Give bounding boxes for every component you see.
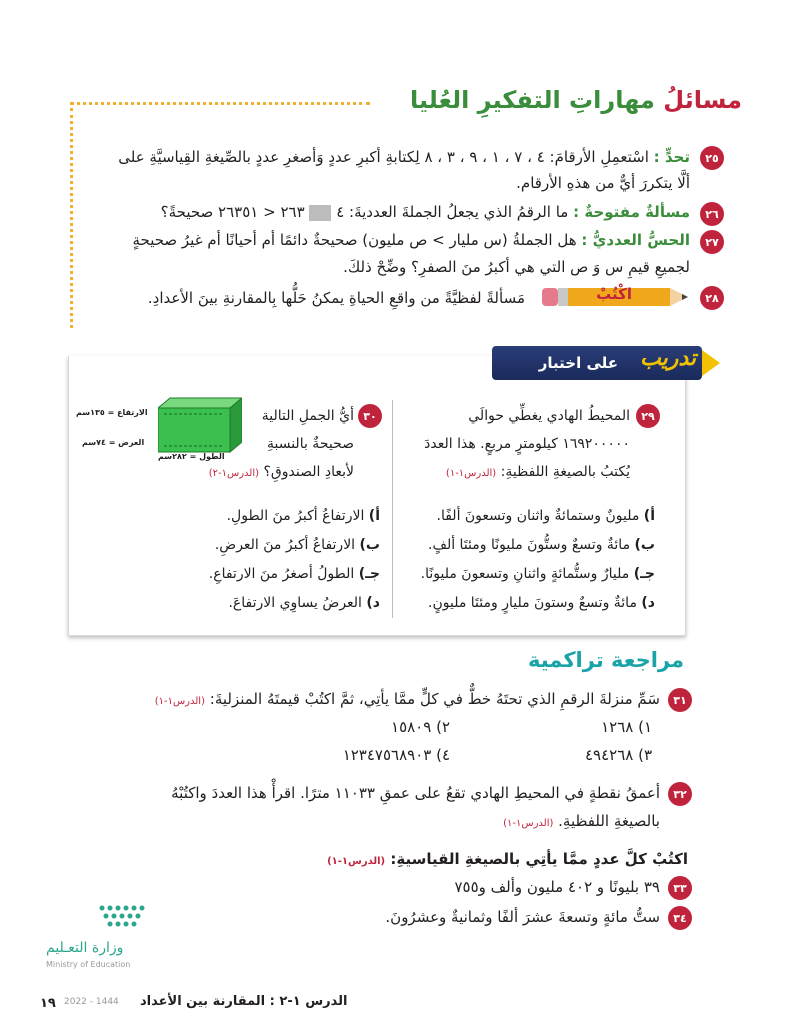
problem-number: ٢٩ [636,404,660,428]
q31-item-4: ٤) ١٢٣٤٧٥٦٨٩٠٣ [342,746,450,764]
q30-line2: صحيحةٌ بالنسبةِ [266,436,354,452]
review-title: مراجعة تراكمية [527,648,684,672]
banner-text: على اختبار [538,354,618,372]
q29-option-d[interactable]: د) مائةٌ وتسعٌ وستونَ مليارٍ ومئتَا مليونٍ. [428,595,655,611]
problem-25-line2: ألَّا يتكررَ أيٌّ من هذهِ الأرقام. [516,174,690,192]
q29-option-c[interactable]: جـ) مليارٌ وستُّمائةٍ واثنانِ وتسعونَ مليونًا. [420,566,655,582]
problem-27-line1: الحسُّ العدديُّ : هل الجملةُ (س مليار > ص مليون) صحيحةٌ دائمًا أم أحيانًا أم غيرُ صحيحةٍ [132,231,690,249]
problem-number: ٣٢ [668,782,692,806]
edition-year: 2022 - 1444 [64,997,119,1007]
q32-line2: بالصيغةِ اللفظيةِ. (الدرس١-١) [503,812,660,830]
review-instruction: اكتُبْ كلَّ عددٍ ممَّا يأتِي بالصيغةِ القياسيةِ: (الدرس١-١) [327,850,688,868]
ministry-name-en: Ministry of Education [46,960,131,969]
problem-28-text: مَسألةً لفظيَّةً من واقعِ الحياةِ يمكنُ حَلُّها بِالمقارنةِ بينَ الأعدادِ. [147,289,525,307]
practice-divider [392,400,393,618]
q31-text: سَمِّ منزلةَ الرقمِ الذي تحتَهُ خطٌّ في كلٍّ ممَّا يأتِي، ثمَّ اكتُبْ قيمتَهُ المنزليةَ: (الدرس١-١) [154,690,660,708]
box-length-label: الطول = ٢٨٢سم [158,452,225,461]
problem-number: ٢٧ [700,230,724,254]
q31-item-1: ١) ١٢٦٨ [601,718,652,736]
ministry-name-ar: وزارة التعـليم [46,940,124,956]
banner-script: تدريب [639,346,696,371]
q31-item-2: ٢) ١٥٨٠٩ [391,718,450,736]
q32-line1: أعمقُ نقطةٍ في المحيطِ الهادي تقعُ على عمقِ ١١٠٣٣ مترًا. اقرأْ هذا العددَ واكتُبْهُ [171,784,660,802]
side-dotted-line [70,108,73,328]
problem-27-line2: لجميعِ قيمِ س وَ ص التي هي أكبرُ منَ الصفرِ؟ وضِّحْ ذلكَ. [343,258,690,276]
problem-number: ٣٣ [668,876,692,900]
q30-line3: لأبعادِ الصندوقِ؟ (الدرس١-٢) [208,464,354,480]
q30-option-b[interactable]: ب) الارتفاعُ أكبرُ منَ العرضِ. [214,537,380,553]
box-height-label: الارتفاع = ١٣٥سم [76,408,148,417]
q30-line1: أيُّ الجملِ التالية [261,408,354,424]
section-title: مسائلُ مهاراتِ التفكيرِ العُليا [409,86,742,114]
problem-number: ٢٥ [700,146,724,170]
problem-number: ٢٦ [700,202,724,226]
header-dotted-line [70,102,370,105]
q29-option-a[interactable]: أ) مليونٌ وستمائةٌ واثنان وتسعونَ ألفًا. [436,508,655,524]
blank-box [309,205,331,221]
q29-line1: المحيطُ الهادي يغطِّي حوالَي [468,408,630,424]
q31-item-3: ٣) ٤٩٤٢٦٨ [584,746,652,764]
q29-line2: ١٦٩٢٠٠٠٠٠ كيلومترٍ مربعٍ. هذا العددَ [424,436,630,452]
problem-25-line1: تحدٍّ : اسْتعمِلِ الأرقامَ: ٤ ، ٧ ، ١ ، ٩ ، ٣ ، ٨ لِكتابةِ أكبرِ عددٍ وَأصغرِ عددٍ بالصِّيغةِ القِياسيَّةِ على [118,148,690,166]
problem-number: ٣١ [668,688,692,712]
problem-number: ٣٤ [668,906,692,930]
problem-number: ٣٠ [358,404,382,428]
problem-26-line1: مسألةٌ مفتوحةٌ : ما الرقمُ الذي يجعلُ الجملةَ العدديةَ: ٤ ٢٦٣ < ٢٦٣٥١ صحيحةً؟ [160,203,690,221]
q34-text: ستُّ مائةٍ وتسعةَ عشرَ ألفًا وثمانيةٌ وعشرُونَ. [385,908,660,926]
box-illustration [158,396,242,456]
footer-lesson: الدرس ١-٢ : المقارنة بين الأعداد [140,994,348,1009]
write-label: اكْتُبْ [596,285,632,303]
q30-option-d[interactable]: د) العرضُ يساوِي الارتفاعَ. [228,595,380,611]
box-width-label: العرض = ٧٤سم [82,438,145,447]
problem-number: ٢٨ [700,286,724,310]
banner-arrow-icon [702,350,720,376]
q30-option-a[interactable]: أ) الارتفاعُ أكبرُ منَ الطولِ. [226,508,380,524]
q33-text: ٣٩ بليونًا و ٤٠٢ مليون وألف و٧٥٥ [454,878,660,896]
page-number: ١٩ [40,996,56,1011]
ministry-logo-icon [96,902,148,932]
q29-option-b[interactable]: ب) مائةٌ وتسعٌ وستُّونَ مليونًا ومئتَا ألفٍ. [428,537,655,553]
q30-option-c[interactable]: جـ) الطولُ أصغرُ منَ الارتفاعِ. [208,566,380,582]
q29-line3: يُكتبُ بالصيغةِ اللفظيةِ: (الدرس١-١) [445,464,630,480]
